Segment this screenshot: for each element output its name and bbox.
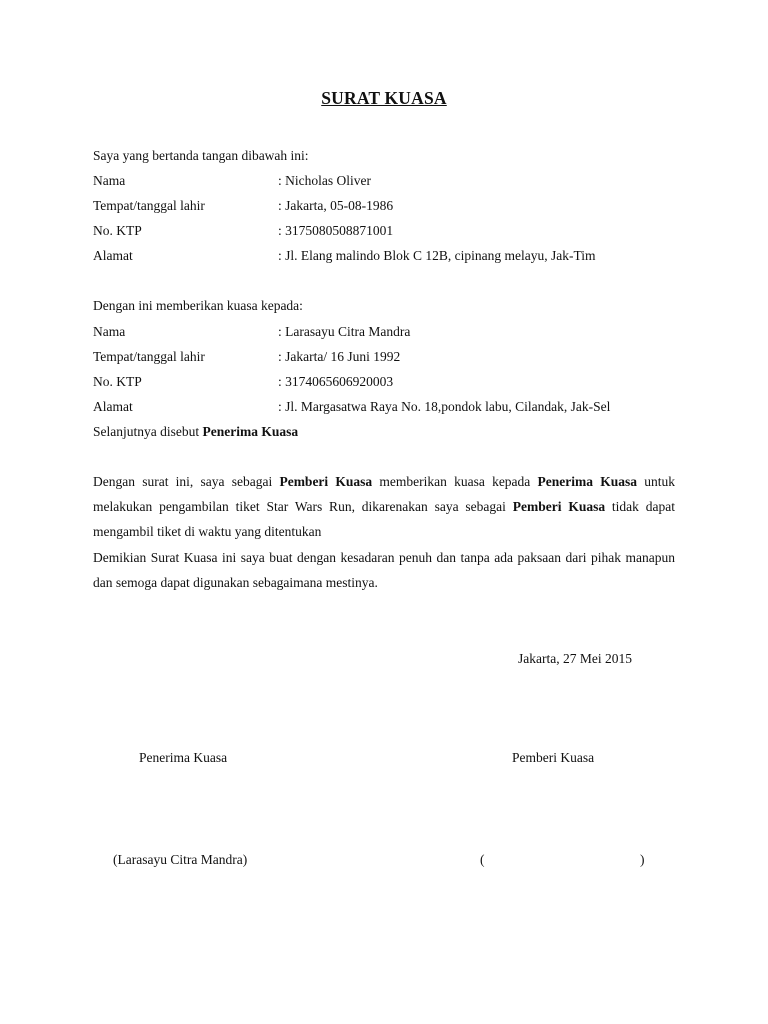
place-date: Jakarta, 27 Mei 2015 — [518, 651, 632, 666]
grantee-ktp-value: : 3174065606920003 — [278, 374, 394, 389]
auth-text-1: Dengan surat ini, saya sebagai — [93, 474, 280, 489]
grantor-ktp-label: No. KTP — [93, 223, 142, 238]
grantor-signature-open-paren: ( — [480, 852, 485, 867]
auth-bold-1: Pemberi Kuasa — [279, 474, 373, 489]
grantee-name-label: Nama — [93, 324, 126, 339]
referred-line — [93, 424, 298, 440]
grantor-ktp-value: : 3175080508871001 — [278, 223, 394, 238]
grantee-ktp-label: No. KTP — [93, 374, 142, 389]
grantor-address-value: : Jl. Elang malindo Blok C 12B, cipinang melayu, Jak-Tim — [278, 248, 596, 263]
grantee-signature-role: Penerima Kuasa — [139, 750, 228, 765]
authorization-paragraph — [93, 469, 675, 544]
grantor-name-value: : Nicholas Oliver — [278, 173, 371, 188]
auth-bold-3: Pemberi Kuasa — [512, 499, 606, 514]
auth-text-2: memberikan kuasa kepada — [372, 474, 538, 489]
grantee-name-value: : Larasayu Citra Mandra — [278, 324, 411, 339]
auth-text-4: tidak dapat mengambil tiket di waktu yang ditentukan — [93, 499, 676, 539]
grantee-birth-value: : Jakarta/ 16 Juni 1992 — [278, 349, 401, 364]
grant-intro-text: Dengan ini memberikan kuasa kepada: — [93, 298, 303, 313]
document-title: SURAT KUASA — [321, 88, 447, 108]
grantor-name-label: Nama — [93, 173, 126, 188]
referred-term: Penerima Kuasa — [202, 424, 299, 439]
grantee-signature-name: (Larasayu Citra Mandra) — [113, 852, 248, 867]
grantor-birth-value: : Jakarta, 05-08-1986 — [278, 198, 394, 213]
auth-text-3: untuk melakukan pengambilan tiket Star Wars Run, dikarenakan saya sebagai — [93, 474, 675, 514]
closing-paragraph: Demikian Surat Kuasa ini saya buat dengan kesadaran penuh dan tanpa ada paksaan dari pihak manapun dan semoga dapat digunakan sebagaimana mestinya. — [93, 550, 675, 590]
grantor-signature-role: Pemberi Kuasa — [512, 750, 595, 765]
grantee-address-value: : Jl. Margasatwa Raya No. 18,pondok labu, Cilandak, Jak-Sel — [278, 399, 611, 414]
grantor-signature-close-paren: ) — [640, 852, 645, 867]
grantee-birth-label: Tempat/tanggal lahir — [93, 349, 205, 364]
auth-bold-2: Penerima Kuasa — [537, 474, 637, 489]
referred-prefix: Selanjutnya disebut — [93, 424, 203, 439]
grantor-address-label: Alamat — [93, 248, 133, 263]
grantor-birth-label: Tempat/tanggal lahir — [93, 198, 205, 213]
intro-text: Saya yang bertanda tangan dibawah ini: — [93, 148, 309, 163]
grantee-address-label: Alamat — [93, 399, 133, 414]
